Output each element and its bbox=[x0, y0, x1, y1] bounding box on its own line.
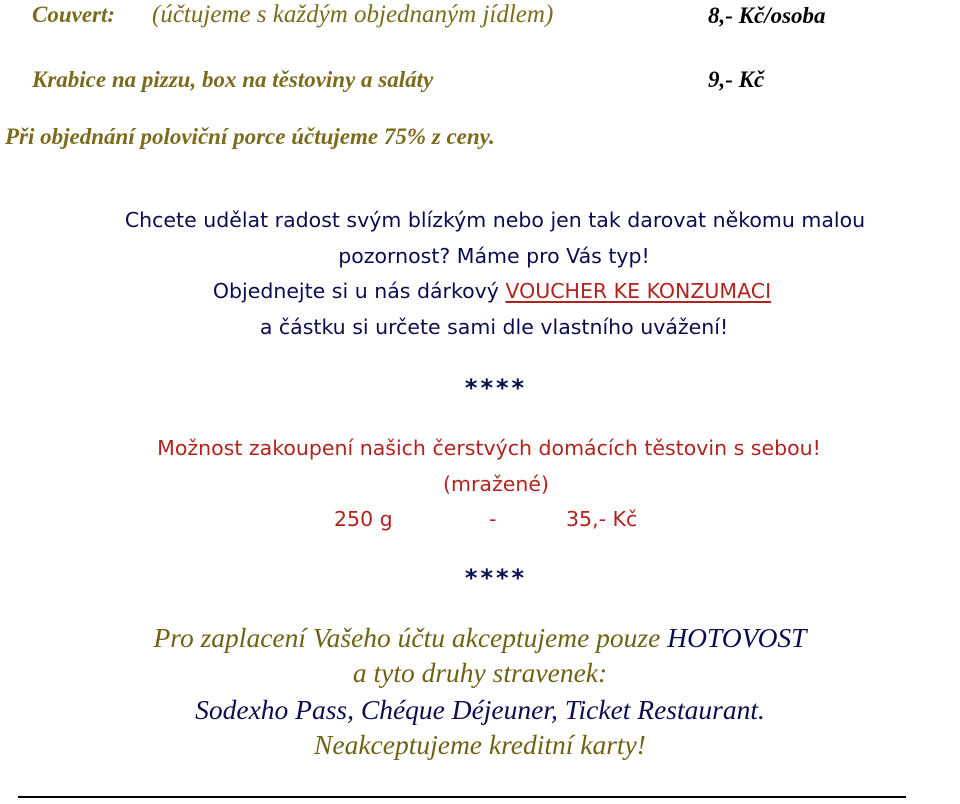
half-portion-note: Při objednání poloviční porce účtujeme 75% z ceny. bbox=[5, 124, 495, 149]
pasta-price: 35,- Kč bbox=[566, 507, 638, 531]
voucher-link[interactable]: VOUCHER KE KONZUMACI bbox=[505, 279, 772, 303]
voucher-line-3-prefix: Objednejte si u nás dárkový bbox=[212, 279, 506, 303]
payment-cash-emphasis: HOTOVOST bbox=[667, 622, 807, 653]
voucher-line-1: Chcete udělat radost svým blízkým nebo jen tak darovat někomu malou bbox=[124, 208, 866, 232]
couvert-note: (účtujeme s každým objednaným jídlem) bbox=[152, 1, 554, 28]
bottom-rule bbox=[18, 796, 906, 798]
pasta-line-1: Možnost zakoupení našich čerstvých domácích těstovin s sebou! bbox=[157, 436, 821, 460]
couvert-price: 8,- Kč/osoba bbox=[708, 3, 826, 28]
box-label: Krabice na pizzu, box na těstoviny a saláty bbox=[32, 67, 434, 92]
pasta-line-2: (mražené) bbox=[443, 472, 549, 496]
voucher-line-3 bbox=[12, 279, 960, 303]
box-price: 9,- Kč bbox=[708, 67, 765, 92]
payment-line-1-prefix: Pro zaplacení Vašeho účtu akceptujeme pouze bbox=[153, 622, 668, 653]
pasta-weight: 250 g bbox=[334, 507, 393, 531]
couvert-label: Couvert: bbox=[32, 2, 116, 27]
separator-stars-2: **** bbox=[464, 564, 528, 592]
separator-stars: **** bbox=[464, 374, 528, 402]
voucher-line-2: pozornost? Máme pro Vás typ! bbox=[338, 244, 650, 268]
payment-line-2: a tyto druhy stravenek: bbox=[352, 657, 608, 688]
pasta-dash: - bbox=[489, 507, 497, 531]
payment-line-3: Sodexho Pass, Chéque Déjeuner, Ticket Restaurant. bbox=[195, 694, 765, 725]
payment-line-4: Neakceptujeme kreditní karty! bbox=[314, 729, 646, 760]
voucher-line-4: a částku si určete sami dle vlastního uvážení! bbox=[259, 315, 729, 339]
payment-line-1 bbox=[0, 622, 960, 654]
